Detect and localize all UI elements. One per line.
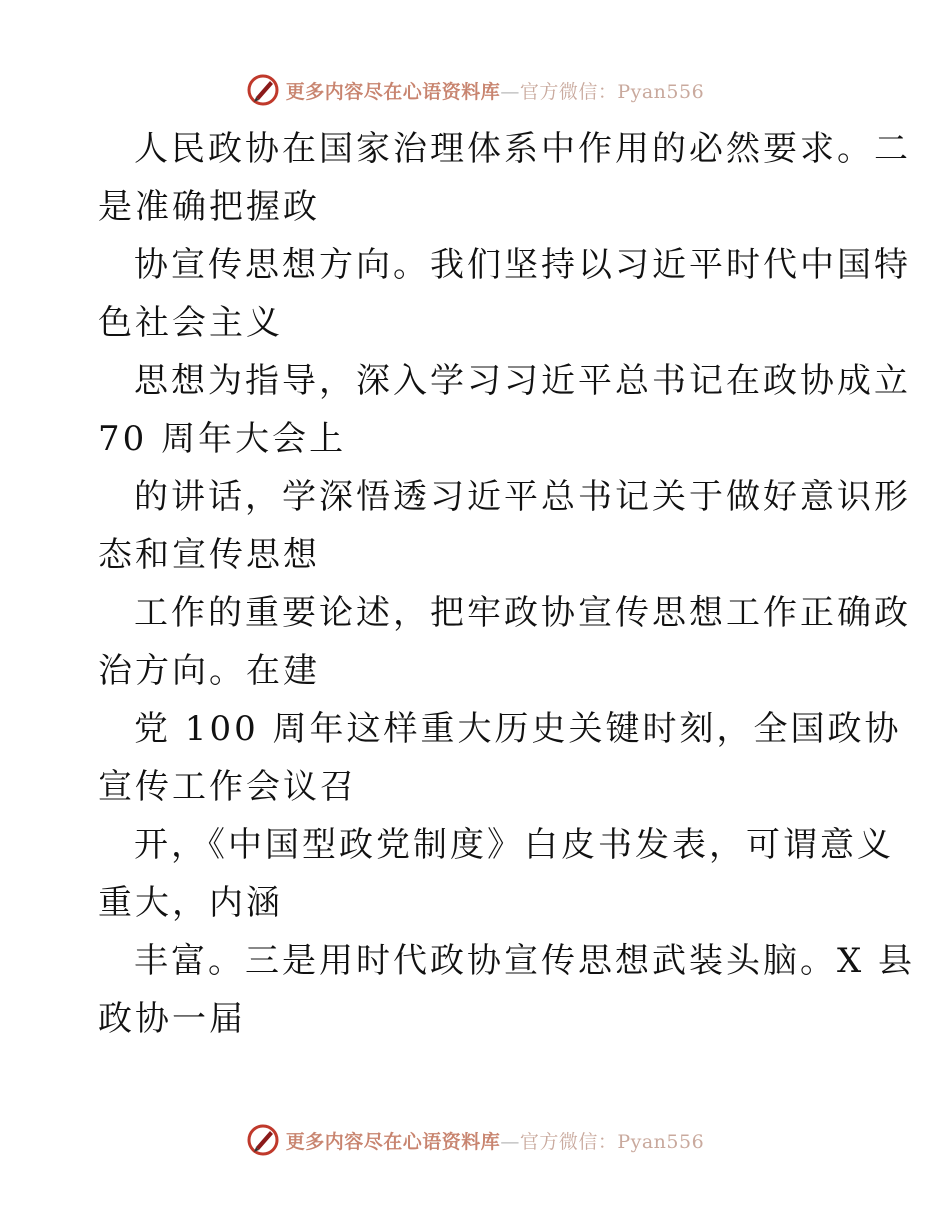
header-watermark <box>0 70 950 110</box>
line-rest: 宣传工作会议召 <box>98 767 357 807</box>
paragraph-line <box>98 700 902 816</box>
pen-seal-icon <box>246 73 280 107</box>
line-first: 丰富。三是用时代政协宣传思想武装头脑。X 县 <box>134 941 916 981</box>
footer-watermark <box>0 1120 950 1160</box>
paragraph-line <box>98 236 911 352</box>
line-rest: 70 周年大会上 <box>98 419 347 459</box>
watermark-wechat-id: Pyan556 <box>617 1130 705 1153</box>
line-first: 开，《中国型政党制度》白皮书发表，可谓意义 <box>134 825 894 865</box>
line-rest: 是准确把握政 <box>98 187 320 227</box>
paragraph-line <box>98 120 911 236</box>
line-rest: 态和宣传思想 <box>98 535 320 575</box>
line-first: 协宣传思想方向。我们坚持以习近平时代中国特 <box>134 245 911 285</box>
paragraph-line <box>98 352 911 468</box>
line-first: 的讲话，学深悟透习近平总书记关于做好意识形 <box>134 477 911 517</box>
line-rest: 重大，内涵 <box>98 883 283 923</box>
line-rest: 政协一届 <box>98 999 246 1039</box>
line-first: 党 100 周年这样重大历史关键时刻，全国政协 <box>134 709 902 749</box>
watermark-wechat-label: 官方微信： <box>519 1130 618 1153</box>
pen-seal-icon <box>246 1123 280 1157</box>
paragraph-line <box>98 816 894 932</box>
watermark-brand: 更多内容尽在心语资料库 <box>285 80 501 103</box>
line-first: 思想为指导，深入学习习近平总书记在政协成立 <box>134 361 911 401</box>
watermark-wechat-id: Pyan556 <box>617 80 705 103</box>
paragraph-line <box>98 468 911 584</box>
watermark-separator: — <box>500 1130 520 1153</box>
watermark-separator: — <box>500 80 520 103</box>
line-first: 工作的重要论述，把牢政协宣传思想工作正确政 <box>134 593 911 633</box>
watermark-brand: 更多内容尽在心语资料库 <box>285 1130 501 1153</box>
watermark-text <box>286 77 704 104</box>
line-rest: 色社会主义 <box>98 303 283 343</box>
watermark-text <box>286 1127 704 1154</box>
line-rest: 治方向。在建 <box>98 651 320 691</box>
paragraph-line <box>98 584 911 700</box>
watermark-wechat-label: 官方微信： <box>519 80 618 103</box>
line-first: 人民政协在国家治理体系中作用的必然要求。二 <box>134 129 911 169</box>
paragraph-line <box>98 932 916 1048</box>
document-body <box>98 120 916 1048</box>
